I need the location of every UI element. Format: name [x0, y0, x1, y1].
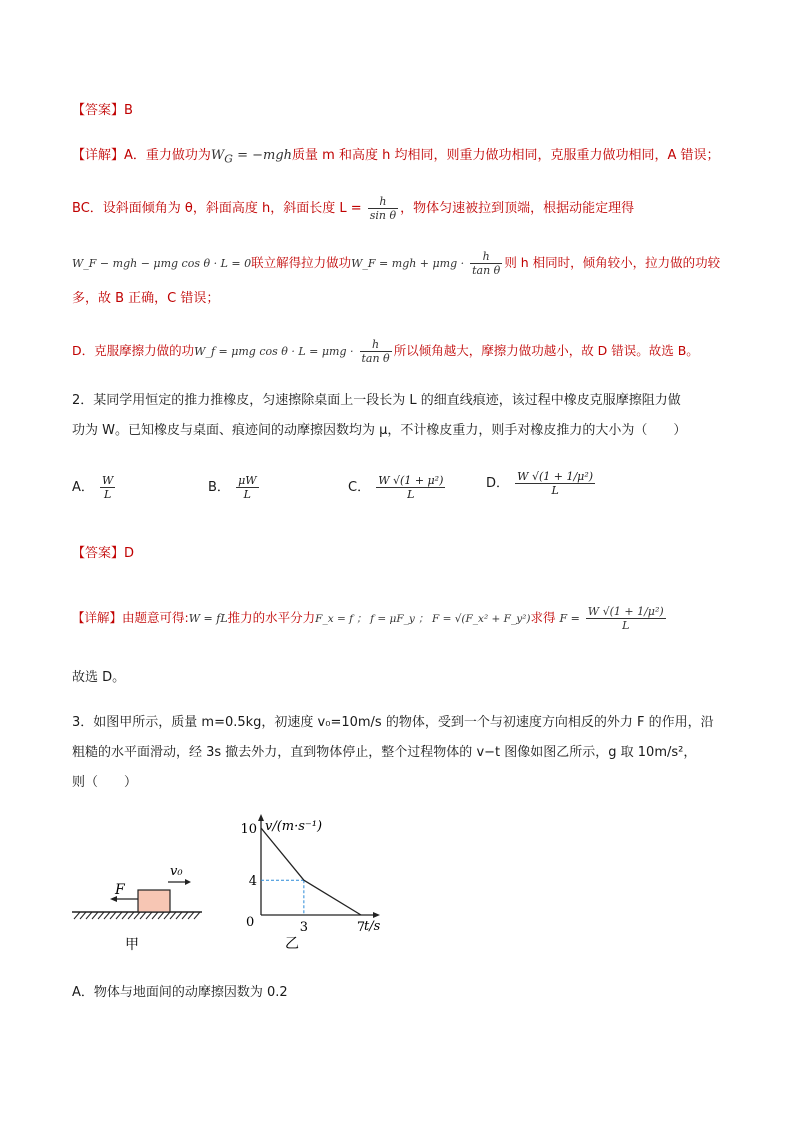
- q3-stem-3: [72, 772, 746, 794]
- text: 粗糙的水平面滑动，经 3s 撤去外力，直到物体停止，整个过程物体的 v−t 图像如图乙所示，g 取 10m/s²，: [72, 745, 697, 760]
- option-label: B．: [208, 480, 230, 495]
- text: 质量 m 和高度 h 均相同，则重力做功相同，克服重力做功相同，A 错误；: [292, 148, 720, 163]
- option-text: A．物体与地面间的动摩擦因数为 0.2: [72, 985, 288, 1000]
- velocity-label: v₀: [170, 864, 183, 879]
- frac-num: h: [372, 338, 380, 351]
- text: ，物体匀速被拉到顶端，根据动能定理得: [400, 201, 635, 216]
- formula-text: W: [210, 148, 225, 163]
- figure-a: [72, 864, 202, 953]
- q1-answer-line: [72, 100, 746, 122]
- q1-detail-d: [72, 338, 746, 365]
- y-axis-label: v/(m·s⁻¹): [265, 819, 323, 834]
- text: A．重力做功为: [124, 148, 211, 163]
- velocity-arrowhead: [185, 879, 191, 885]
- figure-b-caption: 乙: [285, 936, 299, 952]
- q2-detail: [72, 605, 746, 632]
- q3-figures: [60, 808, 420, 958]
- y-tick-label-10: 10: [240, 822, 257, 837]
- q1-detail-a: [72, 145, 746, 171]
- frac-num: W √(1 + 1/μ²): [517, 470, 594, 483]
- q1-detail-4: [72, 288, 746, 310]
- frac-den: tan θ: [361, 352, 390, 365]
- force-label: F: [115, 882, 125, 898]
- text: 3．如图甲所示，质量 m=0.5kg，初速度 v₀=10m/s 的物体，受到一个与初速度方向相反的外力 F 的作用，沿: [72, 715, 714, 730]
- answer-value: D: [124, 546, 135, 561]
- x-axis-arrow: [373, 912, 380, 918]
- answer-tag: 【答案】: [72, 546, 125, 561]
- frac-den: tan θ: [472, 264, 501, 277]
- formula: W_F − mgh − μmg cos θ · L = 0: [72, 257, 252, 270]
- text: 推力的水平分力: [227, 610, 316, 625]
- fraction: [515, 470, 595, 497]
- q2-option-a[interactable]: [72, 474, 117, 501]
- frac-num: W √(1 + 1/μ²): [587, 605, 664, 618]
- y-axis-arrow: [258, 814, 264, 821]
- fraction: [360, 338, 392, 365]
- frac-num: h: [482, 250, 490, 263]
- frac-num: μW: [238, 474, 257, 487]
- fraction: [100, 474, 115, 501]
- frac-den: L: [515, 483, 595, 497]
- x-tick-label-7: 7: [356, 920, 366, 935]
- detail-tag: 【详解】: [72, 610, 123, 625]
- answer-tag: 【答案】: [72, 103, 125, 118]
- chart-marks: [240, 822, 365, 935]
- detail-tag: 【详解】: [72, 148, 125, 163]
- frac-num: W √(1 + μ²): [378, 474, 444, 487]
- text: 联立解得拉力做功: [251, 255, 352, 270]
- q2-option-d[interactable]: [486, 470, 597, 497]
- formula: W_f = μmg cos θ · L = μmg ·: [194, 345, 354, 358]
- option-label: A．: [72, 480, 94, 495]
- frac-num: W: [102, 474, 114, 487]
- text: 则（ ）: [72, 775, 138, 790]
- formula: [210, 148, 293, 166]
- text: 功为 W。已知橡皮与桌面、痕迹间的动摩擦因数均为 μ，不计橡皮重力，则手对橡皮推力的大小为（ ）: [72, 423, 687, 438]
- series-segment-2: [304, 880, 361, 915]
- fraction: [236, 474, 258, 501]
- q3-option-a[interactable]: [72, 982, 746, 1004]
- option-label: D．: [486, 476, 510, 491]
- formula-sub: G: [224, 152, 233, 166]
- fraction: [470, 250, 502, 277]
- text: 由题意可得:: [122, 610, 189, 625]
- q2-conclusion: [72, 667, 746, 689]
- text: 2．某同学用恒定的推力推橡皮，匀速擦除桌面上一段长为 L 的细直线痕迹，该过程中橡皮克服摩擦阻力做: [72, 393, 681, 408]
- q2-stem-1: [72, 390, 746, 412]
- origin-label: 0: [246, 915, 255, 930]
- formula: F =: [559, 612, 580, 625]
- option-label: C．: [348, 480, 371, 495]
- q1-detail-bc: [72, 195, 746, 222]
- q3-stem-2: [72, 742, 746, 764]
- figure-b-chart: [240, 814, 380, 952]
- x-axis-label: t/s: [364, 919, 381, 934]
- formula: W_F = mgh + μmg ·: [351, 257, 465, 270]
- fraction: [586, 605, 666, 632]
- fraction: [368, 195, 398, 222]
- q2-answer-line: [72, 543, 746, 565]
- q2-stem-2: [72, 420, 746, 442]
- text: 求得: [530, 610, 556, 625]
- answer-value: B: [124, 103, 133, 118]
- frac-den: sin θ: [369, 209, 397, 222]
- formula: F_x = f ； f = μF_y ； F = √(F_x² + F_y²): [315, 613, 531, 625]
- x-tick-label-3: 3: [299, 920, 308, 935]
- frac-den: L: [586, 618, 666, 632]
- figure-a-caption: 甲: [125, 937, 139, 953]
- formula: W = fL: [188, 612, 228, 625]
- fraction: [376, 474, 445, 501]
- q2-option-b[interactable]: [208, 474, 261, 501]
- formula-text: = −mgh: [232, 148, 293, 163]
- block: [138, 890, 170, 912]
- frac-num: h: [379, 195, 387, 208]
- frac-den: L: [236, 487, 258, 501]
- text: 故选 D。: [72, 670, 126, 685]
- text: BC．设斜面倾角为 θ，斜面高度 h，斜面长度 L =: [72, 201, 362, 216]
- y-tick-label-4: 4: [248, 874, 257, 890]
- frac-den: L: [376, 487, 445, 501]
- q2-option-c[interactable]: [348, 474, 447, 501]
- q3-stem-1: [72, 712, 746, 734]
- text: D．克服摩擦力做的功: [72, 343, 195, 358]
- series-segment-1: [261, 828, 304, 880]
- text: 多，故 B 正确，C 错误；: [72, 291, 220, 306]
- ground-hatching: [74, 912, 200, 919]
- q1-detail-3: [72, 250, 746, 277]
- text: 所以倾角越大，摩擦力做功越小，故 D 错误。故选 B。: [393, 343, 699, 358]
- text: 则 h 相同时，倾角较小，拉力做的功较: [504, 255, 721, 270]
- frac-den: L: [100, 487, 115, 501]
